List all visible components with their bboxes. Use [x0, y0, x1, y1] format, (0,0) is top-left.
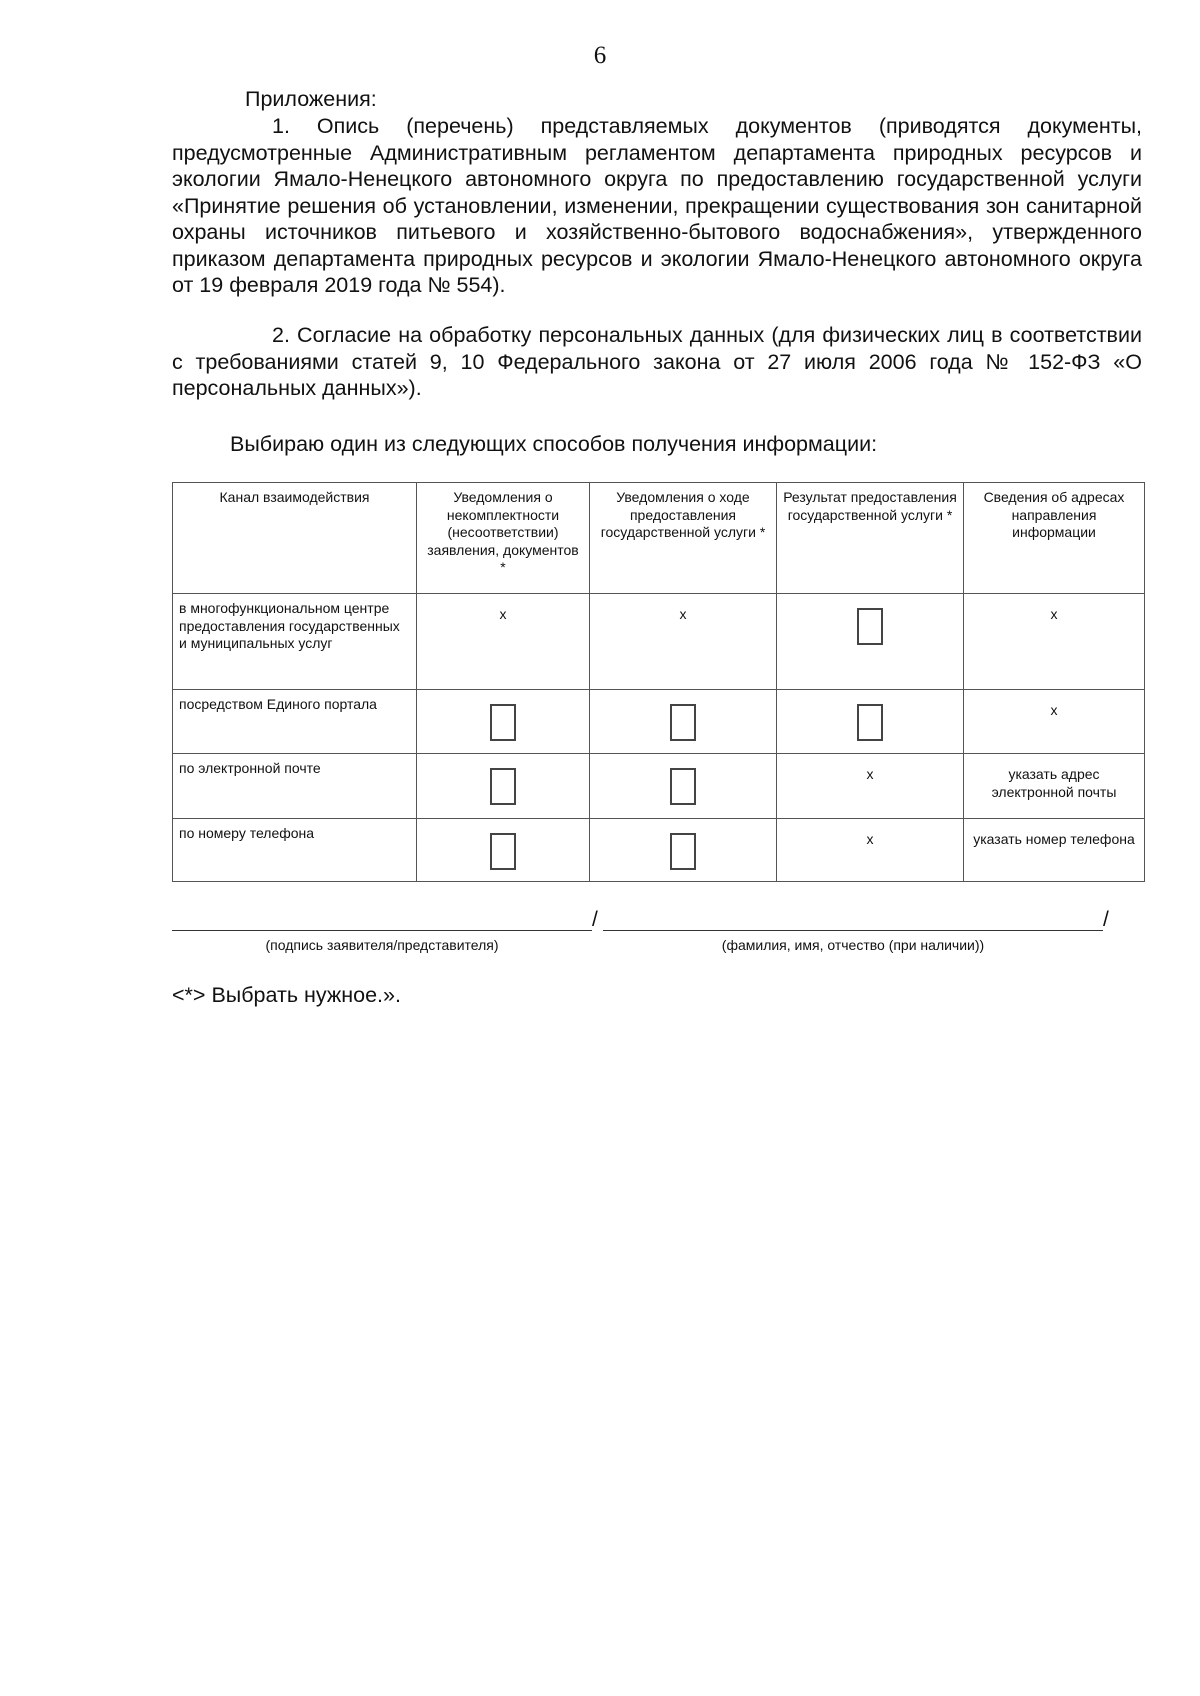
- table-row: [173, 690, 1145, 754]
- table-cell: [777, 819, 964, 882]
- signature-separator: /: [592, 908, 598, 931]
- address-hint: указать адрес электронной почты: [991, 766, 1117, 800]
- channel-label: по электронной почте: [173, 754, 417, 819]
- table-row: [173, 594, 1145, 690]
- not-applicable-mark: х: [1050, 606, 1058, 622]
- option-checkbox[interactable]: [490, 704, 516, 741]
- table-cell: [964, 754, 1145, 819]
- table-cell: [777, 690, 964, 754]
- full-name-caption: (фамилия, имя, отчество (при наличии)): [721, 937, 985, 953]
- full-name-line[interactable]: [603, 930, 1103, 931]
- table-cell: [590, 819, 777, 882]
- page-number: 6: [593, 42, 607, 69]
- option-checkbox[interactable]: [857, 608, 883, 645]
- signature-line[interactable]: [172, 930, 592, 931]
- footnote: <*> Выбрать нужное.».: [172, 983, 401, 1007]
- not-applicable-mark: х: [679, 606, 687, 622]
- table-cell: [777, 594, 964, 690]
- table-cell: [590, 754, 777, 819]
- table-cell: [964, 690, 1145, 754]
- table-cell: [590, 690, 777, 754]
- address-hint: указать номер телефона: [973, 831, 1135, 847]
- annex-item-1: 1. Опись (перечень) представляемых документов (приводятся документы, предусмотренные Административным регламентом департамента природных ресурсов и экологии Ямало-Ненецкого автономного округа по предоставлению государственной услуги «Принятие решения об установлении, изменении, прекращении существования зон санитарной охраны источников питьевого и хозяйственно-бытового водоснабжения», утвержденного приказом департамента природных ресурсов и экологии Ямало-Ненецкого автономного округа от 19 февраля 2019 года № 554).: [172, 114, 1142, 297]
- channel-label: в многофункциональном центре предоставления государственных и муниципальных услуг: [173, 594, 417, 690]
- table-cell: [964, 594, 1145, 690]
- not-applicable-mark: х: [866, 766, 874, 782]
- channel-label: по номеру телефона: [173, 819, 417, 882]
- table-cell: [417, 754, 590, 819]
- annex-heading: Приложения:: [245, 87, 377, 111]
- annex-item-2: 2. Согласие на обработку персональных данных (для физических лиц в соответствии с требованиями статей 9, 10 Федерального закона от 27 июля 2006 года № 152-ФЗ «О персональных данных»).: [172, 323, 1142, 400]
- option-checkbox[interactable]: [490, 768, 516, 805]
- option-checkbox[interactable]: [857, 704, 883, 741]
- table-row: [173, 754, 1145, 819]
- choose-method-text: Выбираю один из следующих способов получения информации:: [230, 432, 878, 456]
- not-applicable-mark: х: [1050, 702, 1058, 718]
- channel-label: посредством Единого портала: [173, 690, 417, 754]
- table-cell: [964, 819, 1145, 882]
- header-progress-notice: Уведомления о ходе предоставления государственной услуги *: [590, 483, 777, 594]
- header-channel: Канал взаимодействия: [173, 483, 417, 594]
- not-applicable-mark: х: [866, 831, 874, 847]
- table-cell: [417, 594, 590, 690]
- table-cell: [417, 819, 590, 882]
- not-applicable-mark: х: [499, 606, 507, 622]
- option-checkbox[interactable]: [670, 768, 696, 805]
- header-incompleteness-notice: Уведомления о некомплектности (несоответствии) заявления, документов *: [417, 483, 590, 594]
- option-checkbox[interactable]: [670, 704, 696, 741]
- table-header-row: [173, 483, 1145, 594]
- table-cell: [777, 754, 964, 819]
- table-row: [173, 819, 1145, 882]
- header-service-result: Результат предоставления государственной услуги *: [777, 483, 964, 594]
- name-separator: /: [1103, 908, 1109, 931]
- option-checkbox[interactable]: [670, 833, 696, 870]
- table-cell: [590, 594, 777, 690]
- header-address-info: Сведения об адресах направления информации: [964, 483, 1145, 594]
- table-cell: [417, 690, 590, 754]
- signature-caption: (подпись заявителя/представителя): [265, 937, 499, 953]
- option-checkbox[interactable]: [490, 833, 516, 870]
- interaction-channels-table: [172, 482, 1145, 882]
